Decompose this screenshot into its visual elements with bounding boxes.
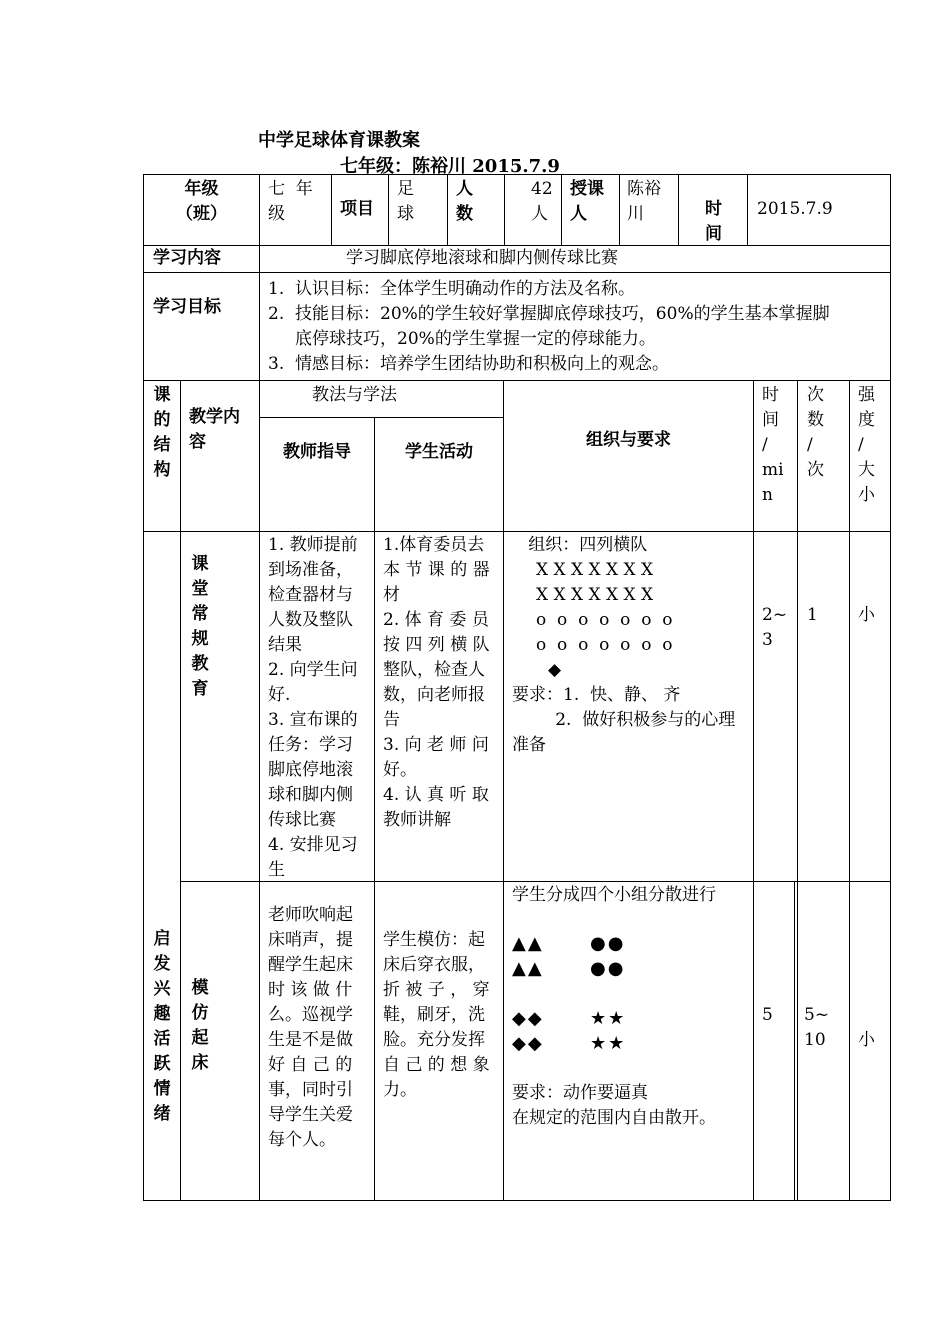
content-value: 学习脚底停地滚球和脚内侧传球比赛: [346, 248, 618, 268]
time-label: 时 间: [705, 199, 722, 244]
item-value: 足 球: [397, 179, 414, 224]
content-label: 学习内容: [153, 248, 221, 268]
teacher-label-cell: [561, 174, 620, 246]
goals-label-cell: [143, 272, 260, 381]
methods-header: 教法与学法: [312, 385, 397, 405]
structure-header-cell: [143, 380, 181, 532]
row2-content: 模 仿 起 床: [191, 978, 209, 1073]
count-value-cell: [504, 174, 562, 246]
row1-org-title: 组织：四列横队: [512, 535, 648, 555]
row2-intensity-cell: [849, 881, 891, 1201]
row1-teacher-cell: [259, 531, 375, 882]
count-label: 人 数: [456, 179, 473, 224]
row2-intensity: 小: [858, 1030, 875, 1050]
item-label-cell: [331, 174, 389, 246]
teacher-guide-header: 教师指导: [283, 442, 351, 462]
group-circle-icon: ●●: [590, 933, 626, 954]
count-value: 42 人: [531, 179, 553, 224]
row1-intensity-cell: [849, 531, 891, 882]
teacher-value-cell: [619, 174, 679, 246]
teach-content-header: 教学内 容: [189, 407, 240, 452]
time-value-cell: [747, 174, 891, 246]
group-star-icon: ★★: [590, 1008, 627, 1029]
row1-time-cell: [753, 531, 798, 882]
row1-reps: 1: [807, 605, 818, 625]
content-label-cell: [143, 245, 260, 273]
goal-item-2: 2. 技能目标：20%的学生较好掌握脚底停球技巧，60%的学生基本掌握脚 底停球技巧，20%的学生掌握一定的停球能力。: [268, 304, 830, 349]
group-circle-icon: ●●: [590, 958, 626, 979]
formation-row: X X X X X X X: [536, 560, 654, 580]
row1-student-cell: [374, 531, 504, 882]
structure-header: 课 的 结 构: [153, 385, 171, 480]
methods-header-cell: [259, 380, 504, 418]
row2-teacher: 老师吹响起 床哨声，提 醒学生起床 时 该 做 什 么。巡视学 生是不是做 好 自 己 的 事，同时引 导学生关爱 每个人。: [268, 905, 353, 1150]
organization-header: 组织与要求: [586, 430, 671, 450]
row2-time-cell: [753, 881, 798, 1201]
formation-row: X X X X X X X: [536, 585, 654, 605]
count-label-cell: [447, 174, 505, 246]
formation-row: o o o o o o o: [536, 610, 673, 630]
item-label: 项目: [340, 199, 374, 219]
row1-intensity: 小: [858, 605, 875, 625]
group-triangle-icon: ▲▲: [512, 958, 544, 979]
teacher-guide-header-cell: [259, 417, 375, 532]
section-name: 启 发 兴 趣 活 跃 情 绪: [153, 929, 171, 1124]
row2-reps: 5~ 10: [804, 1005, 830, 1050]
time-value: 2015.7.9: [757, 199, 833, 219]
row1-org-cell: [503, 531, 754, 882]
intensity-header-cell: [849, 380, 891, 532]
teach-content-header-cell: [180, 380, 260, 532]
time-header: 时 间 / mi n: [762, 385, 784, 505]
student-activity-header-cell: [374, 417, 504, 532]
row2-student: 学生模仿：起 床后穿衣服， 折 被 子 ， 穿 鞋，刷牙，洗 脸。充分发挥 自 己 的 想 象 力。: [383, 930, 490, 1100]
goal-item-1: 1. 认识目标：全体学生明确动作的方法及名称。: [268, 279, 636, 299]
group-star-icon: ★★: [590, 1033, 627, 1054]
row1-requirements: 要求：1. 快、静、 齐 2. 做好积极参与的心理 准备: [512, 685, 736, 755]
teacher-position-icon: ◆: [548, 660, 562, 680]
content-value-cell: [259, 245, 891, 273]
row2-org-title: 学生分成四个小组分散进行: [512, 885, 716, 905]
row2-teacher-cell: [259, 881, 375, 1201]
row2-content-cell: [180, 881, 260, 1201]
page-title: 中学足球体育课教案: [258, 130, 420, 151]
teacher-value: 陈裕 川: [627, 179, 661, 224]
goal-item-3: 3. 情感目标：培养学生团结协助和积极向上的观念。: [268, 354, 670, 374]
time-header-cell: [753, 380, 798, 532]
intensity-header: 强 度 / 大 小: [858, 385, 875, 505]
grade-value-cell: [259, 174, 332, 246]
row1-student: 1.体育委员去 本 节 课 的 器 材 2. 体 育 委 员 按 四 列 横 队 整队，检查人 数，向老师报 告 3. 向 老 师 问 好。 4. 认 真 听 取 教师讲解: [383, 535, 490, 830]
row2-student-cell: [374, 881, 504, 1201]
row1-reps-cell: [797, 531, 850, 882]
row1-time: 2~ 3: [762, 605, 788, 650]
teacher-label: 授课 人: [570, 179, 604, 224]
organization-header-cell: [503, 380, 754, 532]
formation-row: o o o o o o o: [536, 635, 673, 655]
group-triangle-icon: ▲▲: [512, 933, 544, 954]
row2-requirements: 要求：动作要逼真 在规定的范围内自由散开。: [512, 1083, 716, 1128]
group-diamond-icon: ◆◆: [512, 1033, 544, 1054]
item-value-cell: [388, 174, 448, 246]
page-subtitle: 七年级：陈裕川 2015.7.9: [340, 156, 560, 177]
time-label-cell: [678, 174, 748, 246]
reps-header: 次 数 / 次: [807, 385, 824, 480]
row1-teacher: 1. 教师提前 到场准备， 检查器材与 人数及整队 结果 2. 向学生问 好. 3. 宣布课的 任务：学习 脚底停地滚 球和脚内侧 传球比赛 4. 安排见习 生: [268, 535, 358, 880]
grade-label-cell: [143, 174, 260, 246]
row2-time: 5: [762, 1005, 773, 1025]
goals-cell: [259, 272, 891, 381]
grade-value: 七 年 级: [268, 179, 313, 224]
row2-reps-cell: [797, 881, 850, 1201]
student-activity-header: 学生活动: [405, 442, 473, 462]
row2-org-cell: [503, 881, 795, 1201]
group-diamond-icon: ◆◆: [512, 1008, 544, 1029]
goals-label: 学习目标: [153, 297, 221, 317]
row1-content-cell: [180, 531, 260, 882]
row1-content: 课 堂 常 规 教 育: [191, 554, 209, 699]
reps-header-cell: [797, 380, 850, 532]
grade-label: 年级 （班）: [176, 179, 227, 224]
section-cell: [143, 531, 181, 1201]
